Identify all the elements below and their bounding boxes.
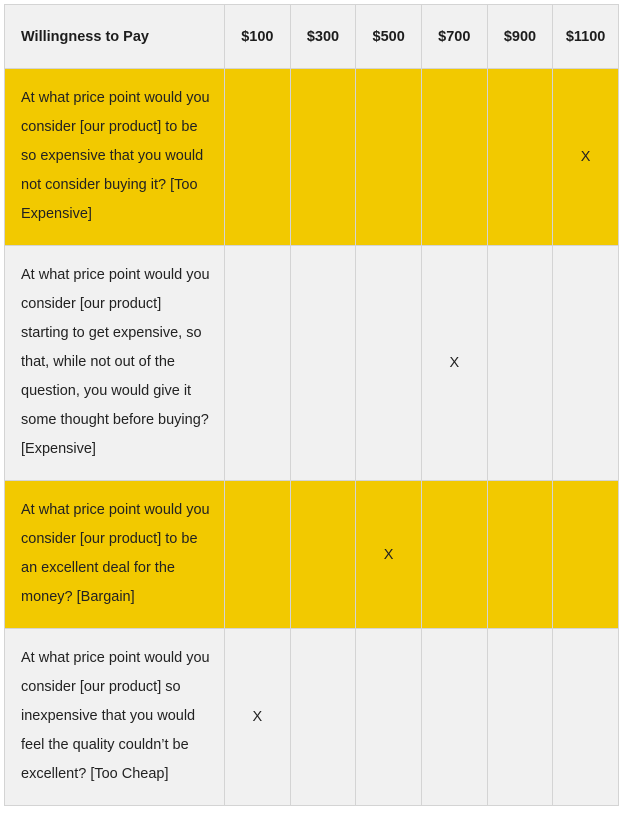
mark-cell: X xyxy=(553,69,619,246)
table-header-row xyxy=(5,5,619,69)
question-cell: At what price point would you consider [our product] to be so expensive that you would not consider buying it? [Too Expensive] xyxy=(5,69,225,246)
question-cell: At what price point would you consider [our product] so inexpensive that you would feel the quality couldn’t be excellent? [Too Cheap] xyxy=(5,629,225,806)
table-row-too-expensive xyxy=(5,69,619,246)
mark-cell xyxy=(290,69,356,246)
price-header-900: $900 xyxy=(487,5,553,69)
question-cell: At what price point would you consider [our product] starting to get expensive, so that, while not out of the question, you would give it some thought before buying? [Expensive] xyxy=(5,246,225,481)
mark-cell: X xyxy=(225,629,291,806)
mark-cell xyxy=(487,246,553,481)
mark-cell xyxy=(356,629,422,806)
mark-cell xyxy=(487,69,553,246)
mark-cell xyxy=(421,629,487,806)
mark-cell xyxy=(290,629,356,806)
price-header-500: $500 xyxy=(356,5,422,69)
mark-cell xyxy=(225,69,291,246)
mark-cell xyxy=(356,246,422,481)
header-title: Willingness to Pay xyxy=(5,5,225,69)
mark-cell xyxy=(487,629,553,806)
price-header-1100: $1100 xyxy=(553,5,619,69)
table-row-too-cheap xyxy=(5,629,619,806)
mark-cell xyxy=(421,481,487,629)
mark-cell xyxy=(421,69,487,246)
price-header-700: $700 xyxy=(421,5,487,69)
question-cell: At what price point would you consider [our product] to be an excellent deal for the money? [Bargain] xyxy=(5,481,225,629)
mark-cell xyxy=(553,481,619,629)
mark-cell xyxy=(553,246,619,481)
price-header-100: $100 xyxy=(225,5,291,69)
mark-cell xyxy=(225,246,291,481)
mark-cell xyxy=(487,481,553,629)
mark-cell: X xyxy=(421,246,487,481)
mark-cell xyxy=(553,629,619,806)
table-row-bargain xyxy=(5,481,619,629)
table-row-expensive xyxy=(5,246,619,481)
mark-cell xyxy=(290,481,356,629)
mark-cell xyxy=(225,481,291,629)
mark-cell xyxy=(356,69,422,246)
mark-cell: X xyxy=(356,481,422,629)
price-header-300: $300 xyxy=(290,5,356,69)
willingness-to-pay-table xyxy=(4,4,619,806)
mark-cell xyxy=(290,246,356,481)
